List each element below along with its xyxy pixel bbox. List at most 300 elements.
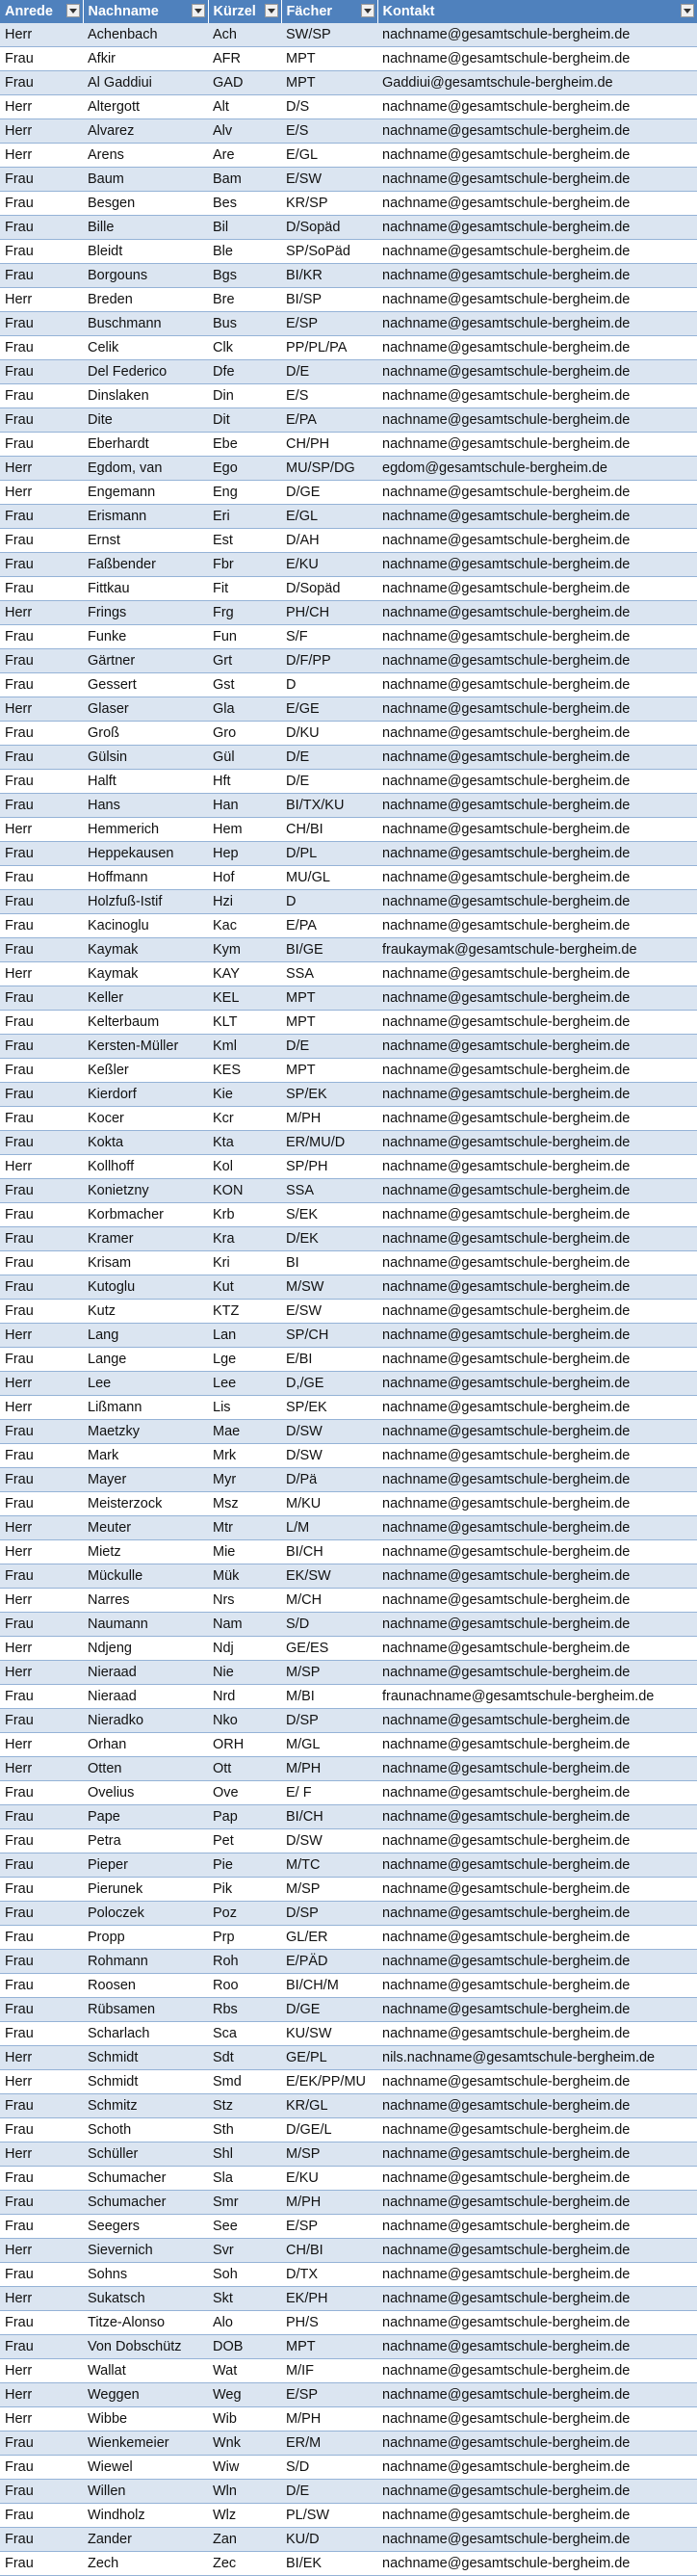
- cell-nachname[interactable]: Naumann: [83, 1613, 208, 1637]
- cell-anrede[interactable]: Frau: [0, 240, 83, 264]
- cell-kuerzel[interactable]: Ott: [208, 1757, 281, 1781]
- cell-kuerzel[interactable]: Nam: [208, 1613, 281, 1637]
- cell-kuerzel[interactable]: Kml: [208, 1035, 281, 1059]
- cell-nachname[interactable]: Windholz: [83, 2504, 208, 2528]
- cell-anrede[interactable]: Frau: [0, 1107, 83, 1131]
- cell-kontakt[interactable]: nachname@gesamtschule-bergheim.de: [377, 408, 697, 433]
- cell-kontakt[interactable]: nachname@gesamtschule-bergheim.de: [377, 2142, 697, 2167]
- cell-kontakt[interactable]: nachname@gesamtschule-bergheim.de: [377, 47, 697, 71]
- column-header-faecher[interactable]: [281, 0, 377, 23]
- filter-dropdown-icon[interactable]: [66, 4, 80, 17]
- cell-faecher[interactable]: D/SW: [281, 1444, 377, 1468]
- cell-anrede[interactable]: Herr: [0, 1661, 83, 1685]
- cell-anrede[interactable]: Frau: [0, 1275, 83, 1300]
- cell-kuerzel[interactable]: Kri: [208, 1251, 281, 1275]
- cell-faecher[interactable]: M/SW: [281, 1275, 377, 1300]
- cell-nachname[interactable]: Nieraad: [83, 1661, 208, 1685]
- cell-kuerzel[interactable]: Wiw: [208, 2456, 281, 2480]
- cell-nachname[interactable]: Lang: [83, 1324, 208, 1348]
- cell-kontakt[interactable]: nachname@gesamtschule-bergheim.de: [377, 95, 697, 119]
- cell-faecher[interactable]: D/E: [281, 1035, 377, 1059]
- cell-anrede[interactable]: Frau: [0, 2215, 83, 2239]
- cell-anrede[interactable]: Frau: [0, 47, 83, 71]
- cell-faecher[interactable]: M/TC: [281, 1853, 377, 1878]
- cell-kuerzel[interactable]: Nrs: [208, 1589, 281, 1613]
- cell-kontakt[interactable]: nachname@gesamtschule-bergheim.de: [377, 2094, 697, 2118]
- cell-anrede[interactable]: Frau: [0, 360, 83, 384]
- cell-faecher[interactable]: E/KU: [281, 2167, 377, 2191]
- cell-kontakt[interactable]: nachname@gesamtschule-bergheim.de: [377, 1131, 697, 1155]
- cell-kontakt[interactable]: nachname@gesamtschule-bergheim.de: [377, 818, 697, 842]
- cell-anrede[interactable]: Frau: [0, 1227, 83, 1251]
- cell-kontakt[interactable]: nachname@gesamtschule-bergheim.de: [377, 1613, 697, 1637]
- cell-kontakt[interactable]: nachname@gesamtschule-bergheim.de: [377, 1853, 697, 1878]
- cell-nachname[interactable]: Hemmerich: [83, 818, 208, 842]
- cell-nachname[interactable]: Propp: [83, 1926, 208, 1950]
- cell-faecher[interactable]: E/ F: [281, 1781, 377, 1805]
- cell-anrede[interactable]: Frau: [0, 264, 83, 288]
- cell-faecher[interactable]: BI/TX/KU: [281, 794, 377, 818]
- cell-kuerzel[interactable]: Hzi: [208, 890, 281, 914]
- cell-nachname[interactable]: Del Federico: [83, 360, 208, 384]
- cell-anrede[interactable]: Frau: [0, 1131, 83, 1155]
- cell-kontakt[interactable]: nachname@gesamtschule-bergheim.de: [377, 1251, 697, 1275]
- cell-faecher[interactable]: D/SP: [281, 1709, 377, 1733]
- cell-kuerzel[interactable]: Eng: [208, 481, 281, 505]
- cell-kontakt[interactable]: nachname@gesamtschule-bergheim.de: [377, 2239, 697, 2263]
- cell-nachname[interactable]: Zander: [83, 2528, 208, 2552]
- cell-kontakt[interactable]: nachname@gesamtschule-bergheim.de: [377, 1540, 697, 1564]
- cell-kuerzel[interactable]: Kut: [208, 1275, 281, 1300]
- cell-kontakt[interactable]: nachname@gesamtschule-bergheim.de: [377, 1203, 697, 1227]
- cell-kontakt[interactable]: nachname@gesamtschule-bergheim.de: [377, 288, 697, 312]
- cell-anrede[interactable]: Frau: [0, 890, 83, 914]
- cell-kuerzel[interactable]: Weg: [208, 2383, 281, 2407]
- cell-kuerzel[interactable]: Bgs: [208, 264, 281, 288]
- cell-kuerzel[interactable]: Nko: [208, 1709, 281, 1733]
- cell-faecher[interactable]: D/AH: [281, 529, 377, 553]
- cell-kontakt[interactable]: nachname@gesamtschule-bergheim.de: [377, 986, 697, 1011]
- cell-nachname[interactable]: Borgouns: [83, 264, 208, 288]
- cell-anrede[interactable]: Herr: [0, 1396, 83, 1420]
- cell-anrede[interactable]: Frau: [0, 1083, 83, 1107]
- cell-kontakt[interactable]: nachname@gesamtschule-bergheim.de: [377, 1950, 697, 1974]
- cell-kontakt[interactable]: nachname@gesamtschule-bergheim.de: [377, 722, 697, 746]
- cell-kontakt[interactable]: nachname@gesamtschule-bergheim.de: [377, 1396, 697, 1420]
- cell-kuerzel[interactable]: Gst: [208, 673, 281, 697]
- cell-anrede[interactable]: Herr: [0, 2383, 83, 2407]
- cell-kuerzel[interactable]: Wln: [208, 2480, 281, 2504]
- cell-faecher[interactable]: KR/SP: [281, 192, 377, 216]
- cell-faecher[interactable]: MPT: [281, 47, 377, 71]
- cell-kontakt[interactable]: nachname@gesamtschule-bergheim.de: [377, 1107, 697, 1131]
- cell-faecher[interactable]: PP/PL/PA: [281, 336, 377, 360]
- cell-anrede[interactable]: Frau: [0, 1348, 83, 1372]
- cell-nachname[interactable]: Wallat: [83, 2359, 208, 2383]
- cell-anrede[interactable]: Frau: [0, 1035, 83, 1059]
- cell-kuerzel[interactable]: Fun: [208, 625, 281, 649]
- cell-kontakt[interactable]: nachname@gesamtschule-bergheim.de: [377, 1372, 697, 1396]
- cell-kuerzel[interactable]: Sla: [208, 2167, 281, 2191]
- cell-kuerzel[interactable]: Kra: [208, 1227, 281, 1251]
- cell-nachname[interactable]: Rübsamen: [83, 1998, 208, 2022]
- cell-nachname[interactable]: Heppekausen: [83, 842, 208, 866]
- cell-faecher[interactable]: SP/EK: [281, 1083, 377, 1107]
- cell-faecher[interactable]: S/F: [281, 625, 377, 649]
- cell-nachname[interactable]: Mark: [83, 1444, 208, 1468]
- cell-kontakt[interactable]: nachname@gesamtschule-bergheim.de: [377, 264, 697, 288]
- cell-nachname[interactable]: Egdom, van: [83, 457, 208, 481]
- cell-kontakt[interactable]: nachname@gesamtschule-bergheim.de: [377, 1227, 697, 1251]
- cell-anrede[interactable]: Frau: [0, 1492, 83, 1516]
- column-header-nachname[interactable]: [83, 0, 208, 23]
- cell-anrede[interactable]: Frau: [0, 2263, 83, 2287]
- cell-kuerzel[interactable]: Kym: [208, 938, 281, 962]
- cell-nachname[interactable]: Keßler: [83, 1059, 208, 1083]
- cell-faecher[interactable]: PH/S: [281, 2311, 377, 2335]
- filter-dropdown-icon[interactable]: [681, 4, 694, 17]
- cell-kontakt[interactable]: nachname@gesamtschule-bergheim.de: [377, 2263, 697, 2287]
- cell-anrede[interactable]: Herr: [0, 2142, 83, 2167]
- cell-kuerzel[interactable]: Bam: [208, 168, 281, 192]
- cell-nachname[interactable]: Eberhardt: [83, 433, 208, 457]
- cell-kontakt[interactable]: nachname@gesamtschule-bergheim.de: [377, 529, 697, 553]
- cell-kuerzel[interactable]: Pet: [208, 1829, 281, 1853]
- cell-kontakt[interactable]: nachname@gesamtschule-bergheim.de: [377, 2528, 697, 2552]
- cell-anrede[interactable]: Herr: [0, 818, 83, 842]
- cell-kontakt[interactable]: nachname@gesamtschule-bergheim.de: [377, 770, 697, 794]
- cell-anrede[interactable]: Herr: [0, 697, 83, 722]
- cell-kuerzel[interactable]: Prp: [208, 1926, 281, 1950]
- cell-nachname[interactable]: Poloczek: [83, 1902, 208, 1926]
- cell-nachname[interactable]: Erismann: [83, 505, 208, 529]
- cell-faecher[interactable]: GE/ES: [281, 1637, 377, 1661]
- cell-nachname[interactable]: Korbmacher: [83, 1203, 208, 1227]
- cell-kontakt[interactable]: nachname@gesamtschule-bergheim.de: [377, 144, 697, 168]
- cell-faecher[interactable]: SP/PH: [281, 1155, 377, 1179]
- cell-nachname[interactable]: Petra: [83, 1829, 208, 1853]
- cell-kontakt[interactable]: nachname@gesamtschule-bergheim.de: [377, 1348, 697, 1372]
- cell-faecher[interactable]: E/PA: [281, 914, 377, 938]
- cell-kuerzel[interactable]: Ebe: [208, 433, 281, 457]
- cell-kontakt[interactable]: egdom@gesamtschule-bergheim.de: [377, 457, 697, 481]
- cell-kuerzel[interactable]: KON: [208, 1179, 281, 1203]
- cell-nachname[interactable]: Kersten-Müller: [83, 1035, 208, 1059]
- cell-kuerzel[interactable]: Ego: [208, 457, 281, 481]
- cell-kontakt[interactable]: nachname@gesamtschule-bergheim.de: [377, 1757, 697, 1781]
- cell-kuerzel[interactable]: Mtr: [208, 1516, 281, 1540]
- cell-kuerzel[interactable]: Roh: [208, 1950, 281, 1974]
- cell-kuerzel[interactable]: Krb: [208, 1203, 281, 1227]
- cell-kontakt[interactable]: nachname@gesamtschule-bergheim.de: [377, 384, 697, 408]
- cell-kuerzel[interactable]: Ove: [208, 1781, 281, 1805]
- cell-kontakt[interactable]: nachname@gesamtschule-bergheim.de: [377, 1155, 697, 1179]
- cell-faecher[interactable]: D/F/PP: [281, 649, 377, 673]
- cell-kuerzel[interactable]: Hof: [208, 866, 281, 890]
- cell-faecher[interactable]: BI/KR: [281, 264, 377, 288]
- cell-anrede[interactable]: Frau: [0, 1251, 83, 1275]
- cell-anrede[interactable]: Frau: [0, 1613, 83, 1637]
- filter-dropdown-icon[interactable]: [192, 4, 205, 17]
- cell-nachname[interactable]: Rohmann: [83, 1950, 208, 1974]
- cell-kontakt[interactable]: nachname@gesamtschule-bergheim.de: [377, 914, 697, 938]
- cell-anrede[interactable]: Frau: [0, 2022, 83, 2046]
- cell-kuerzel[interactable]: Dfe: [208, 360, 281, 384]
- cell-kontakt[interactable]: nachname@gesamtschule-bergheim.de: [377, 625, 697, 649]
- cell-faecher[interactable]: D: [281, 673, 377, 697]
- cell-nachname[interactable]: Schmitz: [83, 2094, 208, 2118]
- cell-kontakt[interactable]: nachname@gesamtschule-bergheim.de: [377, 1275, 697, 1300]
- cell-faecher[interactable]: SP/CH: [281, 1324, 377, 1348]
- cell-faecher[interactable]: D/E: [281, 360, 377, 384]
- cell-kontakt[interactable]: nachname@gesamtschule-bergheim.de: [377, 1516, 697, 1540]
- cell-kontakt[interactable]: nachname@gesamtschule-bergheim.de: [377, 2167, 697, 2191]
- cell-kontakt[interactable]: nachname@gesamtschule-bergheim.de: [377, 553, 697, 577]
- cell-anrede[interactable]: Frau: [0, 1974, 83, 1998]
- cell-kontakt[interactable]: nachname@gesamtschule-bergheim.de: [377, 2383, 697, 2407]
- cell-anrede[interactable]: Frau: [0, 505, 83, 529]
- cell-nachname[interactable]: Titze-Alonso: [83, 2311, 208, 2335]
- cell-nachname[interactable]: Willen: [83, 2480, 208, 2504]
- cell-anrede[interactable]: Frau: [0, 1059, 83, 1083]
- cell-faecher[interactable]: D/GE: [281, 481, 377, 505]
- cell-faecher[interactable]: ER/MU/D: [281, 1131, 377, 1155]
- cell-kontakt[interactable]: nachname@gesamtschule-bergheim.de: [377, 1589, 697, 1613]
- cell-nachname[interactable]: Pierunek: [83, 1878, 208, 1902]
- cell-anrede[interactable]: Frau: [0, 1203, 83, 1227]
- cell-kuerzel[interactable]: Shl: [208, 2142, 281, 2167]
- cell-anrede[interactable]: Frau: [0, 1564, 83, 1589]
- cell-kontakt[interactable]: nachname@gesamtschule-bergheim.de: [377, 1083, 697, 1107]
- cell-anrede[interactable]: Frau: [0, 2167, 83, 2191]
- cell-faecher[interactable]: M/IF: [281, 2359, 377, 2383]
- cell-anrede[interactable]: Frau: [0, 1709, 83, 1733]
- cell-nachname[interactable]: Schmidt: [83, 2046, 208, 2070]
- cell-kontakt[interactable]: nachname@gesamtschule-bergheim.de: [377, 2359, 697, 2383]
- cell-nachname[interactable]: Narres: [83, 1589, 208, 1613]
- cell-anrede[interactable]: Herr: [0, 1589, 83, 1613]
- cell-kontakt[interactable]: nachname@gesamtschule-bergheim.de: [377, 1324, 697, 1348]
- cell-nachname[interactable]: Dite: [83, 408, 208, 433]
- cell-nachname[interactable]: Engemann: [83, 481, 208, 505]
- cell-kuerzel[interactable]: Bre: [208, 288, 281, 312]
- cell-kontakt[interactable]: nachname@gesamtschule-bergheim.de: [377, 2022, 697, 2046]
- column-header-anrede[interactable]: [0, 0, 83, 23]
- cell-faecher[interactable]: BI/GE: [281, 938, 377, 962]
- cell-anrede[interactable]: Herr: [0, 962, 83, 986]
- cell-faecher[interactable]: E/SP: [281, 2383, 377, 2407]
- cell-faecher[interactable]: M/PH: [281, 1757, 377, 1781]
- cell-nachname[interactable]: Orhan: [83, 1733, 208, 1757]
- cell-kuerzel[interactable]: KEL: [208, 986, 281, 1011]
- cell-kontakt[interactable]: Gaddiui@gesamtschule-bergheim.de: [377, 71, 697, 95]
- cell-faecher[interactable]: S/D: [281, 2456, 377, 2480]
- cell-nachname[interactable]: Al Gaddiui: [83, 71, 208, 95]
- cell-nachname[interactable]: Wiewel: [83, 2456, 208, 2480]
- cell-kuerzel[interactable]: Pie: [208, 1853, 281, 1878]
- cell-anrede[interactable]: Herr: [0, 2046, 83, 2070]
- cell-nachname[interactable]: Funke: [83, 625, 208, 649]
- cell-anrede[interactable]: Frau: [0, 1179, 83, 1203]
- cell-kontakt[interactable]: nachname@gesamtschule-bergheim.de: [377, 192, 697, 216]
- cell-faecher[interactable]: D/GE: [281, 1998, 377, 2022]
- cell-anrede[interactable]: Herr: [0, 1155, 83, 1179]
- cell-kontakt[interactable]: nachname@gesamtschule-bergheim.de: [377, 794, 697, 818]
- cell-nachname[interactable]: Alvarez: [83, 119, 208, 144]
- cell-faecher[interactable]: E/KU: [281, 553, 377, 577]
- cell-nachname[interactable]: Lange: [83, 1348, 208, 1372]
- cell-nachname[interactable]: Lißmann: [83, 1396, 208, 1420]
- cell-kontakt[interactable]: nachname@gesamtschule-bergheim.de: [377, 505, 697, 529]
- cell-nachname[interactable]: Frings: [83, 601, 208, 625]
- cell-nachname[interactable]: Schoth: [83, 2118, 208, 2142]
- cell-nachname[interactable]: Roosen: [83, 1974, 208, 1998]
- column-header-kontakt[interactable]: [377, 0, 697, 23]
- cell-anrede[interactable]: Frau: [0, 336, 83, 360]
- cell-nachname[interactable]: Breden: [83, 288, 208, 312]
- cell-nachname[interactable]: Bille: [83, 216, 208, 240]
- cell-kontakt[interactable]: nachname@gesamtschule-bergheim.de: [377, 240, 697, 264]
- cell-anrede[interactable]: Frau: [0, 408, 83, 433]
- cell-anrede[interactable]: Herr: [0, 1540, 83, 1564]
- cell-kuerzel[interactable]: Bil: [208, 216, 281, 240]
- cell-kontakt[interactable]: nachname@gesamtschule-bergheim.de: [377, 1492, 697, 1516]
- cell-faecher[interactable]: E/GL: [281, 144, 377, 168]
- cell-faecher[interactable]: MPT: [281, 1059, 377, 1083]
- cell-kuerzel[interactable]: Lis: [208, 1396, 281, 1420]
- cell-anrede[interactable]: Frau: [0, 2456, 83, 2480]
- cell-kontakt[interactable]: fraukaymak@gesamtschule-bergheim.de: [377, 938, 697, 962]
- cell-anrede[interactable]: Frau: [0, 529, 83, 553]
- cell-kuerzel[interactable]: KAY: [208, 962, 281, 986]
- cell-faecher[interactable]: D/SP: [281, 1902, 377, 1926]
- cell-anrede[interactable]: Herr: [0, 457, 83, 481]
- cell-anrede[interactable]: Frau: [0, 1300, 83, 1324]
- cell-faecher[interactable]: MPT: [281, 71, 377, 95]
- cell-anrede[interactable]: Frau: [0, 1685, 83, 1709]
- cell-kontakt[interactable]: nachname@gesamtschule-bergheim.de: [377, 1420, 697, 1444]
- cell-kontakt[interactable]: nachname@gesamtschule-bergheim.de: [377, 168, 697, 192]
- cell-anrede[interactable]: Frau: [0, 1878, 83, 1902]
- cell-kontakt[interactable]: nils.nachname@gesamtschule-bergheim.de: [377, 2046, 697, 2070]
- cell-kontakt[interactable]: nachname@gesamtschule-bergheim.de: [377, 2431, 697, 2456]
- cell-kuerzel[interactable]: KTZ: [208, 1300, 281, 1324]
- cell-kontakt[interactable]: nachname@gesamtschule-bergheim.de: [377, 697, 697, 722]
- cell-nachname[interactable]: Schmidt: [83, 2070, 208, 2094]
- cell-faecher[interactable]: SP/EK: [281, 1396, 377, 1420]
- cell-nachname[interactable]: Keller: [83, 986, 208, 1011]
- cell-kontakt[interactable]: nachname@gesamtschule-bergheim.de: [377, 1878, 697, 1902]
- cell-kontakt[interactable]: nachname@gesamtschule-bergheim.de: [377, 1998, 697, 2022]
- cell-anrede[interactable]: Frau: [0, 746, 83, 770]
- cell-kontakt[interactable]: nachname@gesamtschule-bergheim.de: [377, 2335, 697, 2359]
- cell-faecher[interactable]: BI: [281, 1251, 377, 1275]
- cell-kuerzel[interactable]: KLT: [208, 1011, 281, 1035]
- cell-kontakt[interactable]: nachname@gesamtschule-bergheim.de: [377, 2191, 697, 2215]
- cell-anrede[interactable]: Frau: [0, 1781, 83, 1805]
- cell-nachname[interactable]: Zech: [83, 2552, 208, 2576]
- cell-kontakt[interactable]: nachname@gesamtschule-bergheim.de: [377, 1300, 697, 1324]
- cell-faecher[interactable]: D/SW: [281, 1420, 377, 1444]
- cell-nachname[interactable]: Gessert: [83, 673, 208, 697]
- cell-kuerzel[interactable]: Sdt: [208, 2046, 281, 2070]
- cell-kuerzel[interactable]: Dit: [208, 408, 281, 433]
- cell-anrede[interactable]: Frau: [0, 168, 83, 192]
- cell-anrede[interactable]: Frau: [0, 2191, 83, 2215]
- cell-faecher[interactable]: BI/SP: [281, 288, 377, 312]
- cell-anrede[interactable]: Herr: [0, 2287, 83, 2311]
- cell-kontakt[interactable]: nachname@gesamtschule-bergheim.de: [377, 1805, 697, 1829]
- cell-anrede[interactable]: Frau: [0, 649, 83, 673]
- cell-kontakt[interactable]: nachname@gesamtschule-bergheim.de: [377, 360, 697, 384]
- cell-kuerzel[interactable]: Han: [208, 794, 281, 818]
- cell-kuerzel[interactable]: Kol: [208, 1155, 281, 1179]
- cell-kuerzel[interactable]: Alv: [208, 119, 281, 144]
- cell-faecher[interactable]: EK/PH: [281, 2287, 377, 2311]
- cell-kontakt[interactable]: nachname@gesamtschule-bergheim.de: [377, 1781, 697, 1805]
- cell-kontakt[interactable]: nachname@gesamtschule-bergheim.de: [377, 481, 697, 505]
- cell-faecher[interactable]: SW/SP: [281, 23, 377, 47]
- cell-kuerzel[interactable]: Wlz: [208, 2504, 281, 2528]
- cell-nachname[interactable]: Kacinoglu: [83, 914, 208, 938]
- cell-anrede[interactable]: Frau: [0, 866, 83, 890]
- cell-anrede[interactable]: Frau: [0, 2552, 83, 2576]
- cell-anrede[interactable]: Frau: [0, 71, 83, 95]
- cell-kuerzel[interactable]: Sca: [208, 2022, 281, 2046]
- cell-anrede[interactable]: Frau: [0, 216, 83, 240]
- cell-kuerzel[interactable]: AFR: [208, 47, 281, 71]
- cell-kuerzel[interactable]: Sth: [208, 2118, 281, 2142]
- cell-kontakt[interactable]: nachname@gesamtschule-bergheim.de: [377, 1179, 697, 1203]
- cell-kuerzel[interactable]: Rbs: [208, 1998, 281, 2022]
- cell-kontakt[interactable]: nachname@gesamtschule-bergheim.de: [377, 962, 697, 986]
- cell-kontakt[interactable]: nachname@gesamtschule-bergheim.de: [377, 1829, 697, 1853]
- cell-kuerzel[interactable]: Ndj: [208, 1637, 281, 1661]
- cell-kuerzel[interactable]: Kie: [208, 1083, 281, 1107]
- cell-faecher[interactable]: MU/GL: [281, 866, 377, 890]
- cell-kuerzel[interactable]: GAD: [208, 71, 281, 95]
- cell-anrede[interactable]: Herr: [0, 1324, 83, 1348]
- cell-faecher[interactable]: M/SP: [281, 2142, 377, 2167]
- cell-anrede[interactable]: Herr: [0, 2070, 83, 2094]
- cell-anrede[interactable]: Frau: [0, 1902, 83, 1926]
- cell-kontakt[interactable]: nachname@gesamtschule-bergheim.de: [377, 1059, 697, 1083]
- cell-kuerzel[interactable]: Wib: [208, 2407, 281, 2431]
- cell-kontakt[interactable]: nachname@gesamtschule-bergheim.de: [377, 601, 697, 625]
- cell-nachname[interactable]: Nieradko: [83, 1709, 208, 1733]
- cell-kuerzel[interactable]: Alt: [208, 95, 281, 119]
- cell-anrede[interactable]: Herr: [0, 2239, 83, 2263]
- cell-nachname[interactable]: Meisterzock: [83, 1492, 208, 1516]
- cell-kuerzel[interactable]: Mük: [208, 1564, 281, 1589]
- cell-kuerzel[interactable]: Pap: [208, 1805, 281, 1829]
- cell-faecher[interactable]: E/PÄD: [281, 1950, 377, 1974]
- cell-faecher[interactable]: D: [281, 890, 377, 914]
- cell-anrede[interactable]: Frau: [0, 2118, 83, 2142]
- cell-kontakt[interactable]: nachname@gesamtschule-bergheim.de: [377, 1902, 697, 1926]
- cell-faecher[interactable]: D/KU: [281, 722, 377, 746]
- cell-kuerzel[interactable]: Nie: [208, 1661, 281, 1685]
- cell-kuerzel[interactable]: Lan: [208, 1324, 281, 1348]
- cell-kuerzel[interactable]: Lge: [208, 1348, 281, 1372]
- cell-kuerzel[interactable]: Zec: [208, 2552, 281, 2576]
- cell-nachname[interactable]: Ndjeng: [83, 1637, 208, 1661]
- cell-faecher[interactable]: M/KU: [281, 1492, 377, 1516]
- cell-kuerzel[interactable]: KES: [208, 1059, 281, 1083]
- cell-nachname[interactable]: Kollhoff: [83, 1155, 208, 1179]
- cell-kuerzel[interactable]: Bus: [208, 312, 281, 336]
- cell-kuerzel[interactable]: Msz: [208, 1492, 281, 1516]
